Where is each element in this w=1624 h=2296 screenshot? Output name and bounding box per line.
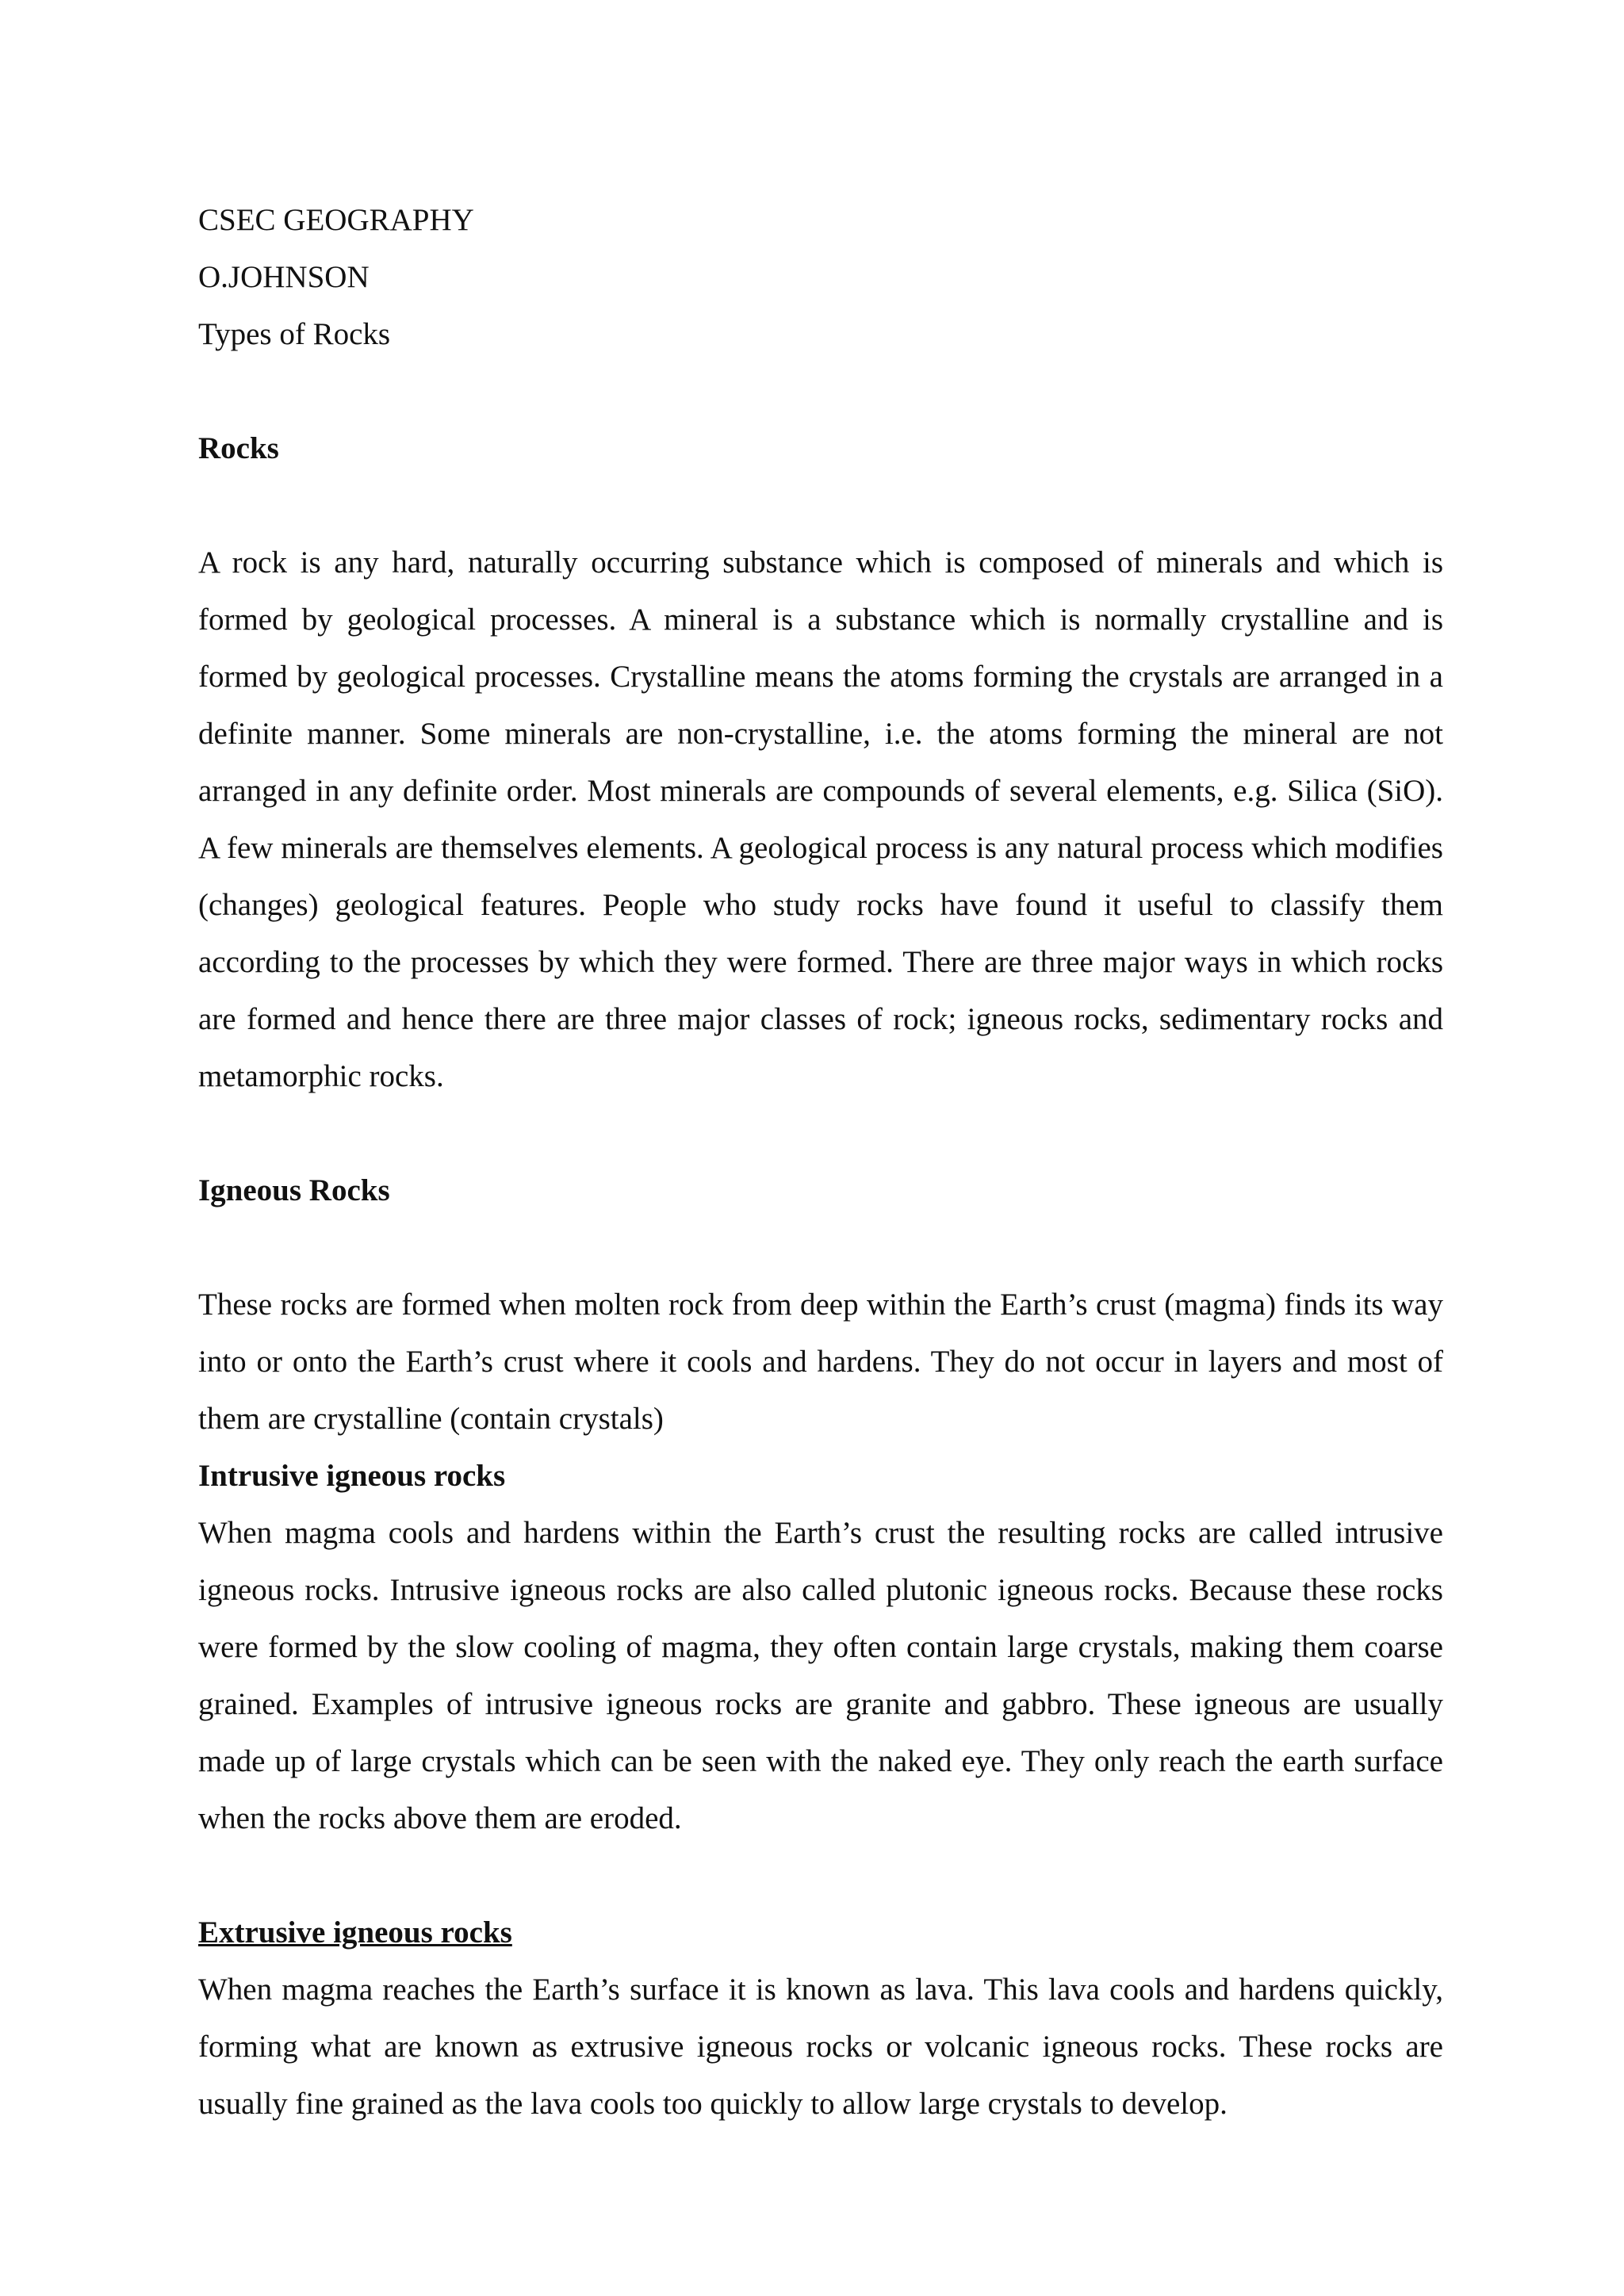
section-heading-igneous: Igneous Rocks [198,1173,390,1207]
section-heading-intrusive: Intrusive igneous rocks [198,1459,506,1493]
spacer [198,1219,1443,1276]
spacer [198,477,1443,534]
section-heading-rocks: Rocks [198,431,279,465]
spacer [198,1105,1443,1162]
spacer [198,363,1443,420]
paragraph-rocks: A rock is any hard, naturally occurring substance which is composed of minerals and which is formed by geological processes. A mineral is a substance which is normally crystalline and is formed by geological processes. Crystalline means the atoms forming the crystals are arranged in a definite manner. Some minerals are non-crystalline, i.e. the atoms forming the mineral are not arranged in any definite order. Most minerals are compounds of several elements, e.g. Silica (SiO). A few minerals are themselves elements. A geological process is any natural process which modifies (changes) geological features. People who study rocks have found it useful to classify them according to the processes by which they were formed. There are three major ways in which rocks are formed and hence there are three major classes of rock; igneous rocks, sedimentary rocks and metamorphic rocks. [198,545,1443,1093]
spacer [198,1847,1443,1904]
paragraph-igneous: These rocks are formed when molten rock from deep within the Earth’s crust (magma) finds its way into or onto the Earth’s crust where it cools and hardens. They do not occur in layers and most of them are crystalline (contain crystals) [198,1288,1443,1436]
section-heading-extrusive: Extrusive igneous rocks [198,1915,512,1950]
paragraph-extrusive: When magma reaches the Earth’s surface it is known as lava. This lava cools and hardens quickly, forming what are known as extrusive igneous rocks or volcanic igneous rocks. These rocks are usually fine grained as the lava cools too quickly to allow large crystals to develop. [198,1973,1443,2121]
document-body [198,192,1443,2133]
author-name: O.JOHNSON [198,260,370,294]
course-title: CSEC GEOGRAPHY [198,203,474,237]
paragraph-intrusive: When magma cools and hardens within the Earth’s crust the resulting rocks are called intrusive igneous rocks. Intrusive igneous rocks are also called plutonic igneous rocks. Because these rocks were formed by the slow cooling of magma, they often contain large crystals, making them coarse grained. Examples of intrusive igneous rocks are granite and gabbro. These igneous are usually made up of large crystals which can be seen with the naked eye. They only reach the earth surface when the rocks above them are eroded. [198,1516,1443,1835]
topic-title: Types of Rocks [198,317,391,351]
